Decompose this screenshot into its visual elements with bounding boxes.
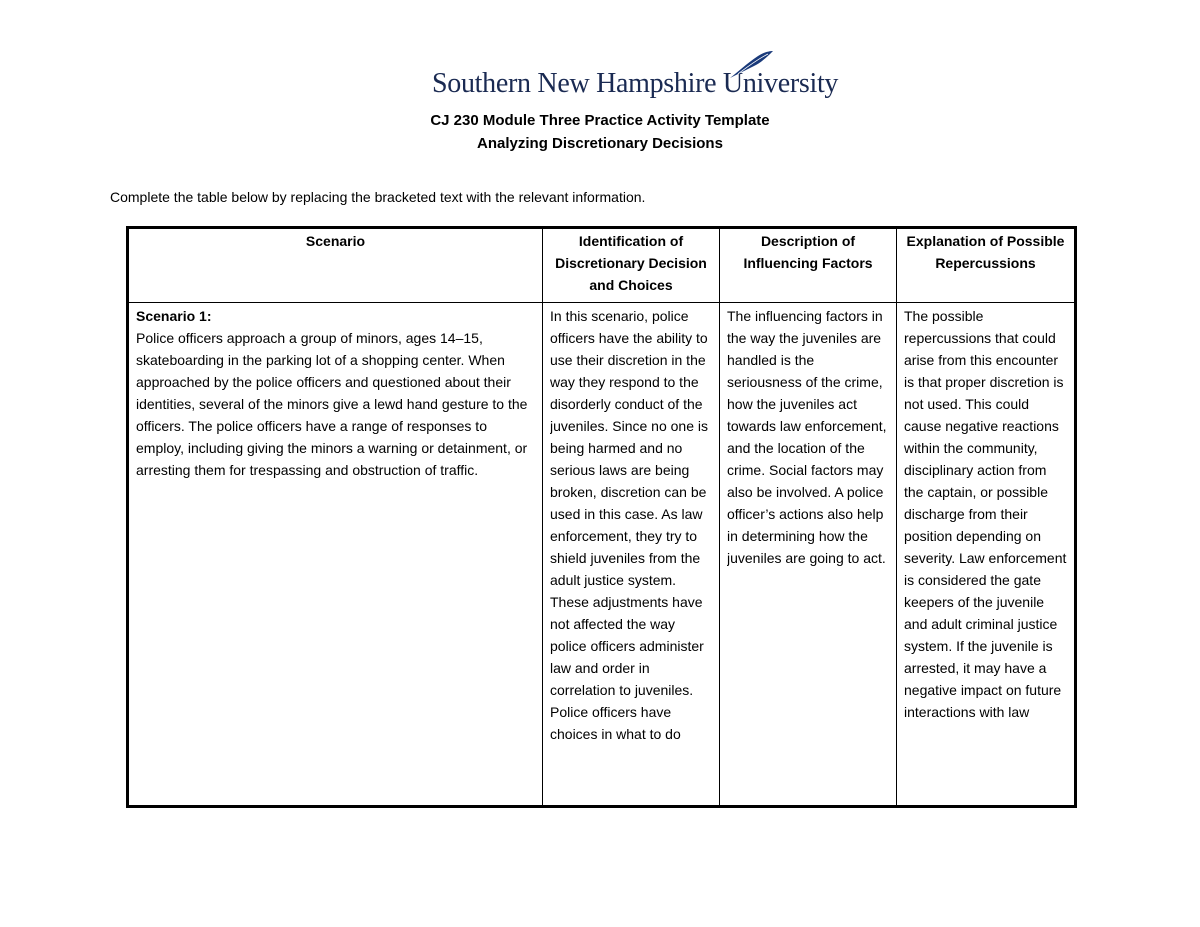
factors-cell[interactable] <box>720 303 897 807</box>
header-factors: Description of Influencing Factors <box>720 228 897 303</box>
leaf-quill-icon <box>728 50 774 80</box>
scenario-text: Police officers approach a group of minors, ages 14–15, skateboarding in the parking lot of a shopping center. When approached by the police officers and questioned about their identities, several of the minors give a lewd hand gesture to the officers. The police officers have a range of responses to employ, including giving the minors a warning or detainment, or arresting them for trespassing and obstruction of traffic. <box>136 330 528 478</box>
repercussions-text: The possible repercussions that could arise from this encounter is that proper discretion is not used. This could cause negative reactions within the community, disciplinary action from the captain, or possible discharge from their position depending on severity. Law enforcement is considered the gate keepers of the juvenile and adult criminal justice system. If the juvenile is arrested, it may have a negative impact on future interactions with law <box>904 308 1067 720</box>
identification-text: In this scenario, police officers have the ability to use their discretion in the way they respond to the disorderly conduct of the juveniles. Since no one is being harmed and no serious laws are being broken, discretion can be used in this case. As law enforcement, they try to shield juveniles from the adult justice system. These adjustments have not affected the way police officers administer law and order in correlation to juveniles. Police officers have choices in what to do <box>550 308 708 742</box>
university-name: Southern New Hampshire University <box>432 68 839 99</box>
repercussions-cell[interactable] <box>897 303 1076 807</box>
university-logo <box>432 50 839 106</box>
table-row <box>128 303 1076 807</box>
scenario-title: Scenario 1: <box>136 308 212 324</box>
header-repercussions: Explanation of Possible Repercussions <box>897 228 1076 303</box>
instructions-text: Complete the table below by replacing the bracketed text with the relevant information. <box>110 189 646 205</box>
activity-table <box>126 226 1077 808</box>
document-subtitle: Analyzing Discretionary Decisions <box>477 135 723 152</box>
table-header-row <box>128 228 1076 303</box>
document-title: CJ 230 Module Three Practice Activity Template <box>430 112 770 129</box>
header-identification: Identification of Discretionary Decision and Choices <box>543 228 720 303</box>
factors-text: The influencing factors in the way the juveniles are handled is the seriousness of the crime, how the juveniles act towards law enforcement, and the location of the crime. Social factors may also be involved. A police officer’s actions also help in determining how the juveniles are going to act. <box>727 308 887 566</box>
header-scenario: Scenario <box>128 228 543 303</box>
scenario-cell[interactable] <box>128 303 543 807</box>
identification-cell[interactable] <box>543 303 720 807</box>
